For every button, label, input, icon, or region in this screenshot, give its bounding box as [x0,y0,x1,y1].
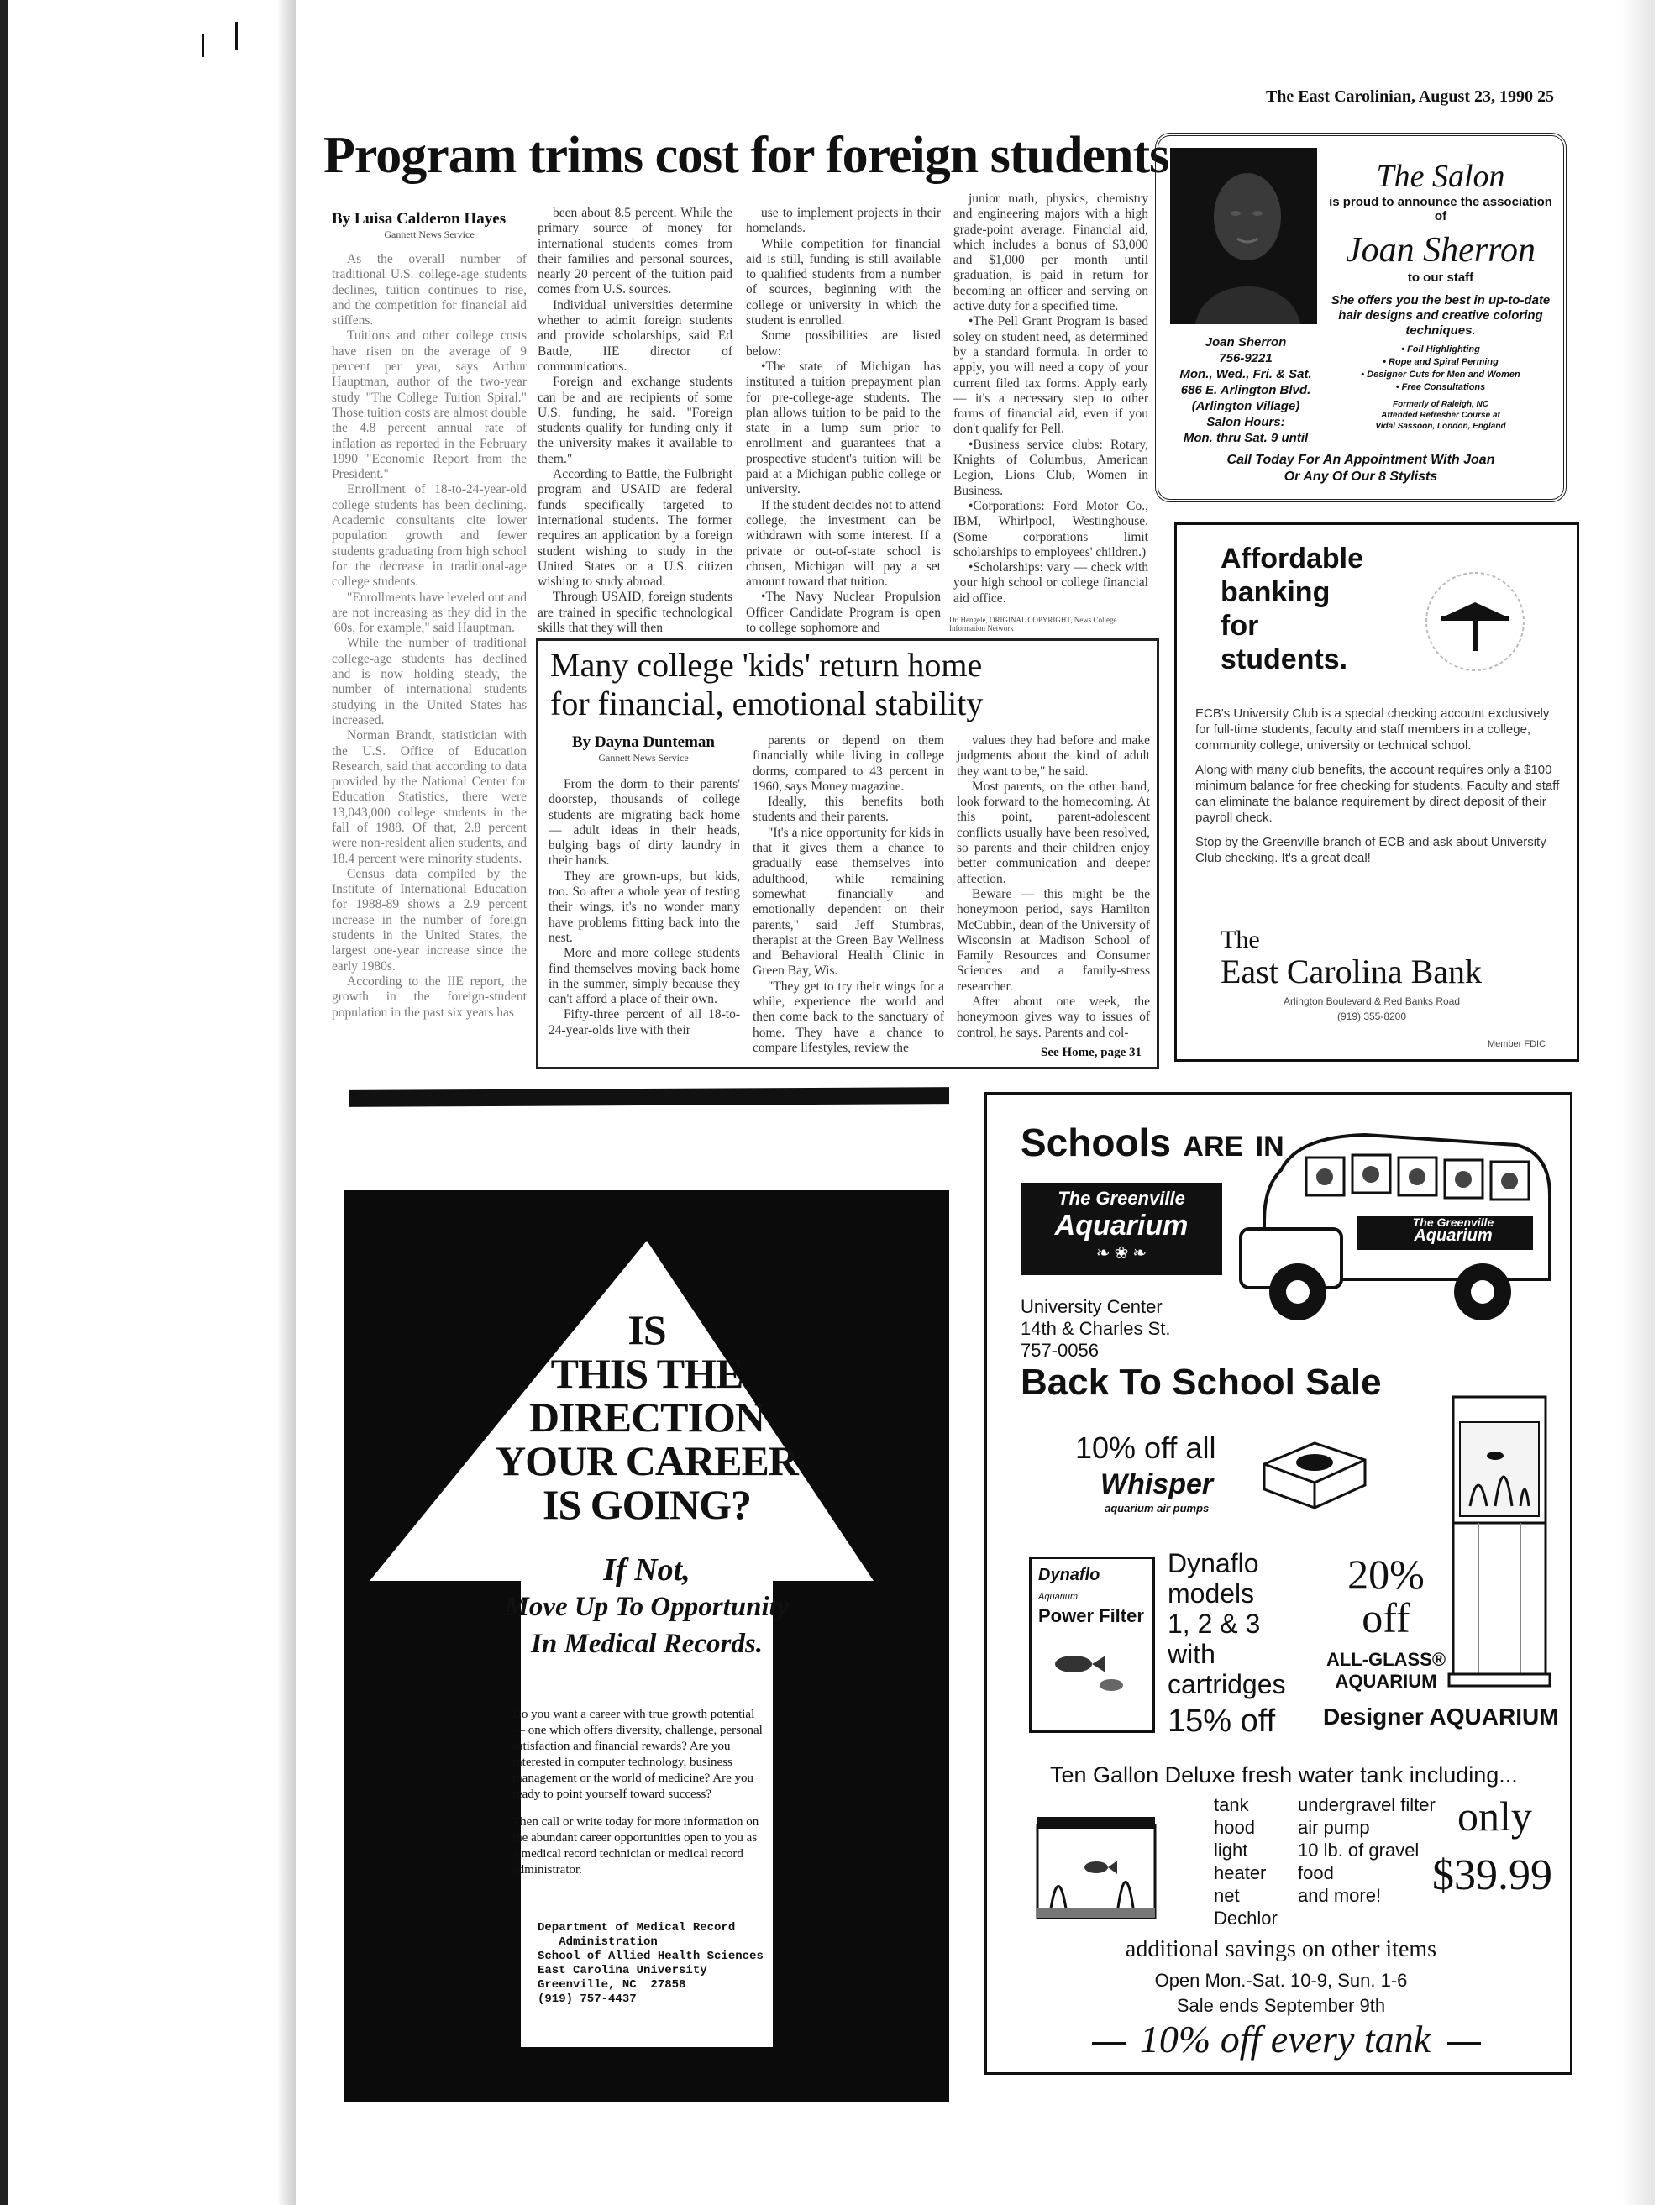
medical-address-line: (919) 757-4437 [538,1992,637,2006]
left-margin [0,0,294,2205]
medical-address-line: School of Allied Health Sciences [538,1950,764,1963]
salon-title: The Salon [1376,159,1505,194]
salon-service-item: • Foil Highlighting [1401,344,1480,354]
story2-paragraph: "They get to try their wings for a while, experience the world and then come back to the sanctuary of home. They have a chance to compare lifestyles, review the [753,979,944,1055]
story1-paragraph: While competition for financial aid is still, funding is still available to qualified students from a number of sources, beginning with the college or university in which the student is enrolled. [746,236,941,328]
story2-box [536,638,1159,1069]
story1-byline: By Luisa Calderon Hayes [332,210,507,228]
story2-paragraph: Ideally, this benefits both students and their parents. [753,795,944,825]
bank-logo: East Carolina Bank [1221,953,1483,990]
aquarium-logo-line2: Aquarium [1054,1210,1189,1242]
story1-column-4 [953,192,1148,616]
story1-paragraph: •Corporations: Ford Motor Co., IBM, Whirlpool, Westinghouse. (Some corporations limit scholarships to employees' children.) [953,498,1148,559]
page-fold-right [1621,0,1655,2205]
medical-tagline [428,1551,865,1662]
bus-logo-line2: Aquarium [1414,1226,1493,1245]
bank-address: Arlington Boulevard & Red Banks Road [1283,995,1461,1007]
tank-item: 10 lb. of gravel [1298,1840,1420,1861]
story1-paragraph: •The Pell Grant Program is based soley on student need, as determined by a standard formula. In order to apply, you will need a copy of your current filed tax forms. Apply early — it's a necessary step to other forms of financial aid, even if you don't qualify for Pell. [953,314,1148,437]
story2-byline: By Dayna Dunteman [572,733,715,751]
story1-column-2 [538,206,732,636]
story1-paragraph: Individual universities determine whether to admit foreign students and provide scholarships, said Ed Battle, IIE director of communications. [538,297,732,374]
story1-byline-block [332,210,527,241]
divider-right [1447,2042,1481,2045]
story2-paragraph: values they had before and make judgments about the kind of adult they want to be," he said. [957,733,1150,779]
story1-paragraph: "Enrollments have leveled out and are not increasing as they did in the '60s, for example," said Hauptman. [332,590,527,636]
only-label: only [1457,1793,1532,1840]
story1-paragraph: •The state of Michigan has instituted a tuition prepayment plan for pre-college-age students. The plan allows tuition to be paid to the state in a lump sum prior to enrollment and guarantees that a prospective student's tuition will be paid at a Michigan public college or university. [746,359,941,497]
story1-paragraph: According to the IIE report, the growth in the foreign-student population in the past six years has [332,974,527,1020]
arrow-headline [479,1308,815,1526]
allglass-off: off [1362,1594,1410,1641]
tank-headline: Ten Gallon Deluxe fresh water tank including... [1050,1762,1518,1788]
salon-hours: Mon. thru Sat. 9 until [1183,431,1309,445]
tank-item: heater [1214,1862,1267,1883]
aquarium-street: 14th & Charles St. [1021,1318,1171,1339]
salon-name-script: Joan Sherron [1346,231,1536,270]
whisper-sub: aquarium air pumps [1105,1502,1210,1515]
medical-inmed: In Medical Records. [531,1629,763,1659]
salon-call [1172,452,1550,486]
medical-moveup: Move Up To Opportunity [504,1592,790,1622]
story1-paragraph: If the student decides not to attend college, the investment can be withdrawn with some interest. If a private or out-of-state school is chosen, Michigan will pay a set amount toward that tuition. [746,497,941,590]
whisper-logo: Whisper [1100,1468,1214,1500]
allglass-line1: ALL-GLASS® [1326,1649,1446,1670]
dynaflo-model-line: 1, 2 & 3 [1168,1609,1261,1639]
story1-paragraph: Enrollment of 18-to-24-year-old college students has been declining. Academic consultants cite lower population growth and fewer students graduating from high school for the decrease in traditional-age college students. [332,482,527,590]
store-hours: Open Mon.-Sat. 10-9, Sun. 1-6 [1154,1970,1408,1991]
salon-hours-label: Salon Hours: [1206,415,1285,429]
aquarium-ad [984,1092,1572,2075]
story1-paragraph: Norman Brandt, statistician with the U.S. Office of Education Research, said that according to data provided by the National Center for Education Statistics, there were 13,043,000 college students in the fall of 1988. Of that, 2.8 percent were non-resident alien students, and 18.4 percent were minority students. [332,728,527,866]
folio: The East Carolinian, August 23, 1990 25 [1265,87,1554,106]
allglass-logo [1315,1649,1457,1693]
bank-headline-line: banking [1221,576,1331,608]
medical-address-line: Department of Medical Record [538,1921,736,1935]
story2-column-2 [753,733,944,1063]
page-fold-left [277,0,296,2205]
dynaflo-model-line: with [1168,1639,1215,1669]
aquarium-phone: 757-0056 [1021,1340,1099,1361]
aquarium-location-line: University Center [1021,1296,1163,1317]
dynaflo-box-brand: Dynaflo [1038,1566,1100,1584]
salon-call-line2: Or Any Of Our 8 Stylists [1284,470,1438,484]
story1-credit: Dr. Hengele, ORIGINAL COPYRIGHT, News College Information Network [949,616,1117,633]
medical-address-line: East Carolina University [538,1964,707,1977]
joan-sherron-photo [1170,148,1317,324]
salon-contact [1170,334,1321,446]
story1-column-1 [332,252,527,1075]
story2-column-3 [957,733,1150,1044]
salon-address: 686 E. Arlington Blvd. [1180,383,1311,397]
tank-price: $39.99 [1432,1851,1552,1899]
salon-service-item: • Designer Cuts for Men and Women [1361,370,1520,380]
salon-call-line1: Call Today For An Appointment With Joan [1226,453,1495,467]
story1-paragraph: Census data compiled by the Institute of International Education for 1988-89 shows a 2.9 percent increase in the number of foreign students in the United States, the largest one-year increase since the early 1980s. [332,866,527,974]
tank-items-a [1214,1793,1278,1929]
salon-contact-phone: 756-9221 [1219,351,1273,365]
story2-paragraph: Beware — this might be the honeymoon period, says Hamilton McCubbin, dean of the University of Wisconsin at Madison School of Family Resources and Consumer Sciences and a family-stress researcher. [957,886,1150,994]
bank-headline-line: Affordable [1221,543,1363,575]
allglass-line2: AQUARIUM [1335,1671,1437,1692]
ten-gallon-tank-icon [1033,1800,1159,1926]
bank-member: Member FDIC [1488,1039,1546,1049]
black-rule-bar [349,1087,949,1107]
salon-ad [1155,133,1567,502]
medical-address-line: Administration [538,1935,658,1949]
dynaflo-off: 15% off [1168,1704,1276,1739]
story1-paragraph: While the number of traditional college-age students has declined and is now holding steady, the number of international students studying in the United States has increased. [332,636,527,727]
story1-paragraph: •Scholarships: vary — check with your high school or college financial aid office. [953,560,1148,606]
in-word: IN [1255,1131,1284,1163]
bank-logo-the: The [1221,926,1260,953]
schools-word: Schools [1021,1121,1171,1164]
registration-marks [202,34,235,67]
salon-announce: is proud to announce the association of [1329,195,1552,223]
salon-contact-name: Joan Sherron [1205,335,1287,349]
salon-service-item: • Rope and Spiral Perming [1383,357,1499,367]
story2-jump: See Home, page 31 [1041,1046,1142,1059]
story1-paragraph: •Business service clubs: Rotary, Knights of Columbus, American Legion, Lions Club, Women in Business. [953,437,1148,498]
arrow-headline-line: IS [627,1306,666,1353]
tank-item: Dechlor [1214,1908,1278,1929]
story2-paragraph: They are grown-ups, but kids, too. So after a whole year of testing their wings, it's no wonder many have problems fitting back into the nest. [549,869,740,945]
story2-paragraph: "It's a nice opportunity for kids in that it gives them a chance to gradually ease themselves into adulthood, while remaining somewhat financially and emotionally dependent on their parents," said Jeff Stumbras, therapist at the Green Bay Wellness and Behavioral Health Clinic in Green Bay, Wis. [753,825,944,979]
story1-paragraph: use to implement projects in their homelands. [746,206,941,236]
bank-p3: Stop by the Greenville branch of ECB and ask about University Club checking. It's a great deal! [1195,835,1546,865]
bus-logo-line1: The Greenville [1412,1215,1494,1229]
university-club-emblem [1420,567,1530,676]
story2-paragraph: More and more college students find themselves moving back home in the summer, simply because they can't afford a place of their own. [549,946,740,1007]
medical-address-line: Greenville, NC 27858 [538,1978,686,1992]
sale-ends: Sale ends September 9th [1176,1995,1386,2016]
allglass-pct [1323,1552,1449,1640]
dynaflo-box-sub: Aquarium [1038,1592,1079,1602]
dynaflo-model-line: cartridges [1168,1669,1286,1699]
bank-headline-line: for [1221,610,1259,642]
tank-item: net [1214,1885,1240,1906]
salon-services [1323,344,1558,394]
bank-p1: ECB's University Club is a special checking account exclusively for full-time students, faculty and staff members in a college, community college, university or technical school. [1195,706,1550,753]
story2-headline-line2: for financial, emotional stability [550,685,984,722]
tank-item: tank [1214,1794,1249,1815]
story1-paragraph: Tuitions and other college costs have risen on the average of 9 percent per year, says Arthur Hauptman, author of the two-year study "The College Tuition Spiral." Those tuition costs are almost double the 4.8 percent annual rate of inflation as reported in the February 1990 "Economic Report from the President." [332,328,527,482]
dynaflo-box [1029,1557,1155,1733]
story2-column-1 [549,777,740,1063]
tall-aquarium-icon [1445,1389,1554,1691]
story1-service: Gannett News Service [384,228,475,240]
story2-service: Gannett News Service [598,752,689,764]
salon-service-item: • Free Consultations [1395,382,1486,392]
tank-item: light [1214,1840,1248,1861]
power-filter: Power Filter [1038,1605,1144,1626]
story1-column-3 [746,206,941,636]
story1-paragraph: •The Navy Nuclear Propulsion Officer Candidate Program is open to college sophomore and [746,590,941,636]
aquarium-logo-line1: The Greenville [1058,1188,1185,1209]
story2-paragraph: parents or depend on them financially while living in college dorms, compared to 43 percent in 1960, says Money magazine. [753,733,944,794]
medical-address [538,1921,781,2007]
story2-paragraph: Most parents, on the other hand, look forward to the homecoming. At this point, parent-adolescent conflicts usually have been resolved, so parents and their children enjoy better communication and deeper affection. [957,779,1150,886]
whisper-offer: 10% off all [1075,1431,1216,1465]
story1-paragraph: According to Battle, the Fulbright program and USAID are federal funds specifically targeted to international students. The former requires an application by a foreign student wishing to study in the United States or a U.S. citizen wishing to study abroad. [538,467,732,590]
dynaflo-models [1168,1548,1286,1699]
medical-body [512,1707,764,1878]
bank-ad [1174,522,1579,1062]
story2-paragraph: Fifty-three percent of all 18-to-24-year-olds live with their [549,1007,740,1037]
story1-paragraph: junior math, physics, chemistry and engineering majors with a high grade-point average. Financial aid, which includes a bonus of $3,000 and $1,000 per month until graduation, is paid in return for becoming an officer and serving on active duty for a specified time. [953,192,1148,314]
story2-headline [550,646,1155,723]
story1-paragraph: As the overall number of traditional U.S. college-age students declines, tuition continues to rise, and the competition for financial aid stiffens. [332,252,527,328]
story2-paragraph: From the dorm to their parents' doorstep, thousands of college students are migrating back home — adult ideas in their heads, bulging bags of dirty laundry in their hands. [549,777,740,869]
left-bleed [0,0,8,2205]
salon-formerly: Formerly of Raleigh, NC Attended Refresher Course at Vidal Sassoon, London, England [1375,400,1506,431]
bus-logo [1382,1215,1525,1245]
air-pump-icon [1256,1431,1373,1515]
tank-item: undergravel filter [1298,1794,1436,1815]
bank-headline-line: students. [1221,643,1348,675]
medical-p1: Do you want a career with true growth potential — one which offers diversity, challenge, personal satisfaction and financial rewards? Are you interested in computer technology, business management or the world of medicine? Are you ready to point yourself toward success? [512,1708,763,1801]
story1-paragraph: Some possibilities are listed below: [746,328,941,359]
medical-ifnot: If Not, [603,1552,690,1588]
school-bus-illustration [1231,1120,1558,1338]
salon-hours-days: Mon., Wed., Fri. & Sat. [1179,367,1312,381]
tank-items-b [1298,1793,1436,1907]
fish-decor-icon: ❧ ❀ ❧ [1095,1244,1147,1263]
tank-item: food [1298,1862,1334,1883]
tank-item: air pump [1298,1817,1370,1838]
tank-item: hood [1214,1817,1255,1838]
bank-body [1195,706,1565,866]
arrow-headline-line: IS GOING? [542,1481,751,1528]
story1-paragraph: Foreign and exchange students can be and are recipients of some U.S. funding, he said. "Foreign students qualify for funding only if the university makes it available to them." [538,375,732,466]
every-tank-offer: 10% off every tank [1139,2018,1431,2061]
arrow-headline-line: DIRECTION [529,1394,764,1441]
aquarium-location [1021,1296,1171,1362]
story1-paragraph: been about 8.5 percent. While the primary source of money for international students comes from their families and personal sources, nearly 20 percent of the tuition paid comes from U.S. sources. [538,206,732,297]
arrow-headline-line: YOUR CAREER [496,1437,798,1484]
medical-p2: Then call or write today for more information on the abundant career opportunities open to you as a medical record technician or medical record administrator. [512,1815,759,1877]
arrow-headline-line: THIS THE [550,1350,743,1397]
divider-left [1092,2042,1126,2045]
dynaflo-model-line: Dynaflo [1168,1548,1259,1578]
allglass-percent: 20% [1347,1551,1425,1598]
aquarium-logo [1021,1183,1222,1275]
are-word: ARE [1183,1131,1244,1163]
salon-text-block [1323,158,1558,432]
bank-p2: Along with many club benefits, the account requires only a $100 minimum balance for free checking for students. Faculty and staff can eliminate the balance requirement by direct deposit of their payroll check. [1195,763,1560,825]
additional-savings: additional savings on other items [1125,1936,1437,1962]
back-to-school-sale: Back To School Sale [1021,1362,1382,1403]
story1-paragraph: Through USAID, foreign students are trained in specific technological skills that they will then [538,590,732,636]
story1-headline: Program trims cost for foreign students [323,127,1169,184]
story2-headline-line1: Many college 'kids' return home [550,646,983,684]
story2-paragraph: After about one week, the honeymoon gives way to issues of control, he says. Parents and col- [957,995,1150,1040]
story2-byline-block [547,733,740,764]
designer-aquarium: Designer AQUARIUM [1323,1704,1559,1730]
salon-village: (Arlington Village) [1191,399,1300,413]
salon-offer: She offers you the best in up-to-date hair designs and creative coloring techniques. [1331,293,1551,338]
bank-headline [1221,542,1363,676]
filter-fish-icon [1032,1630,1149,1706]
medical-records-ad [344,1190,949,2102]
salon-to-staff: to our staff [1407,270,1474,285]
tank-item: and more! [1298,1885,1382,1906]
dynaflo-model-line: models [1168,1578,1255,1609]
bank-phone: (919) 355-8200 [1336,1011,1407,1022]
